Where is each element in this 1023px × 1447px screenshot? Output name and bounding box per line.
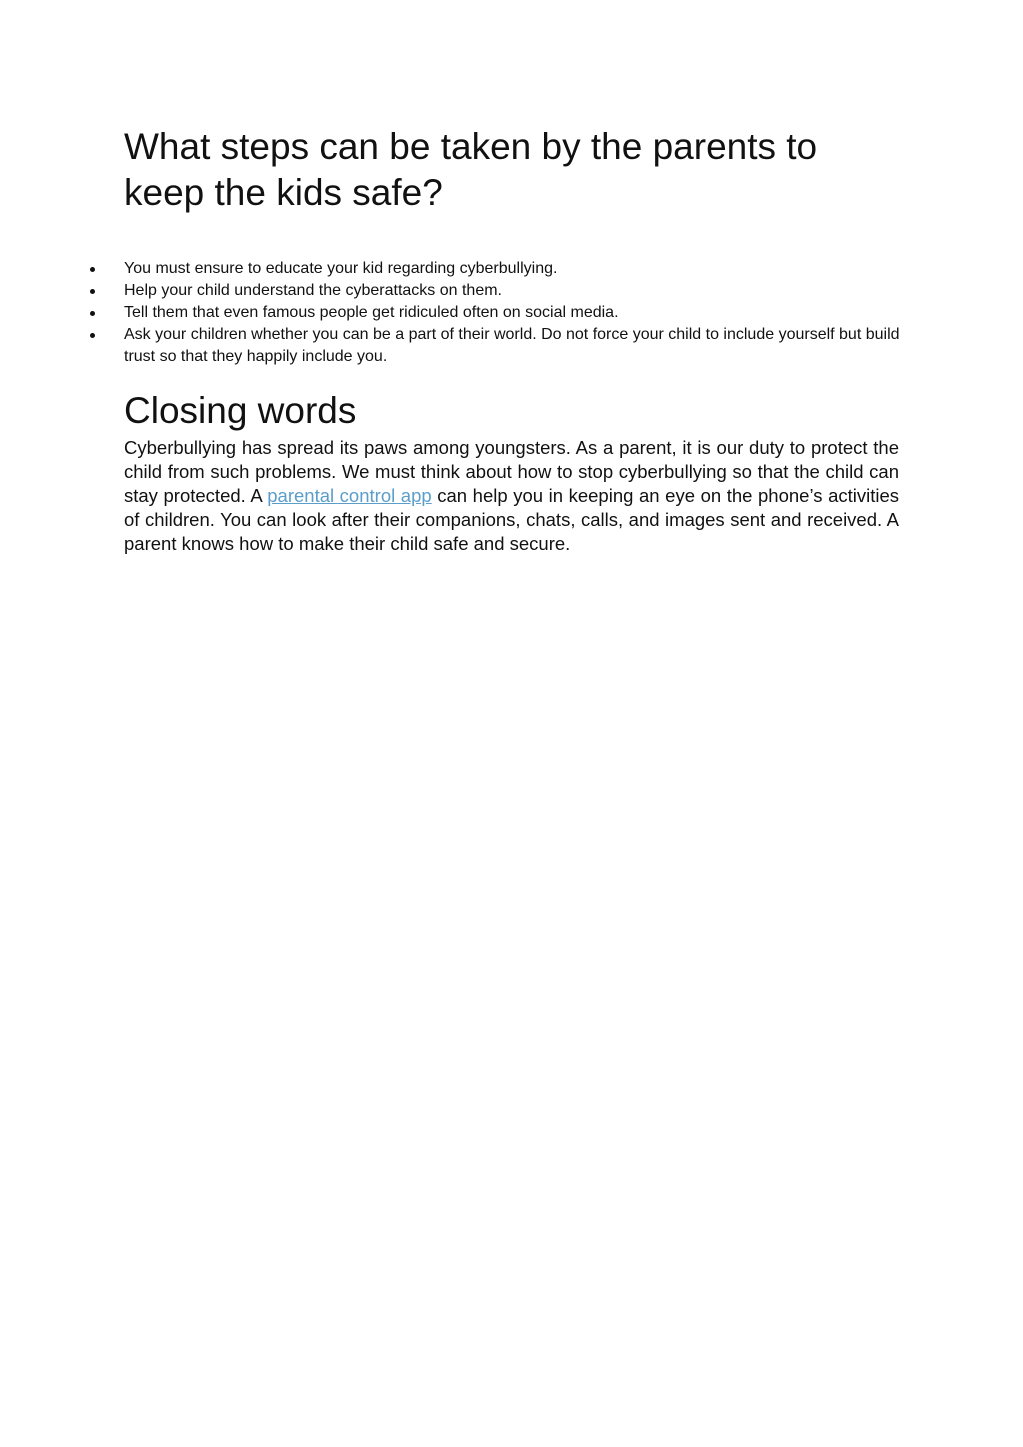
- list-item-text: You must ensure to educate your kid regarding cyberbullying.: [124, 260, 558, 277]
- safety-steps-list: [0, 258, 1023, 368]
- paragraph-text-before-link: Cyberbullying has spread its paws among youngsters. As a parent, it is our duty to protect the child from such problems. We must think about how to stop cyberbullying so that the child can stay protected. A: [124, 437, 899, 506]
- list-item: [0, 280, 1023, 302]
- bullet-icon: [90, 311, 95, 316]
- list-item: [0, 258, 1023, 280]
- section-heading-safety-steps: What steps can be taken by the parents to keep the kids safe?: [124, 126, 818, 213]
- paragraph-text-after-link: can help you in keeping an eye on the phone’s activities of children. You can look after their companions, chats, calls, and images sent and received. A parent knows how to make their child safe and secure.: [124, 485, 900, 554]
- list-item: [0, 324, 1023, 368]
- list-item-text: Help your child understand the cyberattacks on them.: [124, 282, 502, 299]
- bullet-icon: [90, 333, 95, 338]
- section-heading-closing-words: Closing words: [124, 390, 357, 431]
- bullet-icon: [90, 267, 95, 272]
- list-item-text: Ask your children whether you can be a part of their world. Do not force your child to include yourself but build trust so that they happily include you.: [124, 326, 900, 365]
- bullet-icon: [90, 289, 95, 294]
- closing-paragraph: [124, 436, 899, 556]
- list-item-text: Tell them that even famous people get ridiculed often on social media.: [124, 304, 619, 321]
- list-item: [0, 302, 1023, 324]
- parental-control-app-link[interactable]: parental control app: [267, 485, 432, 506]
